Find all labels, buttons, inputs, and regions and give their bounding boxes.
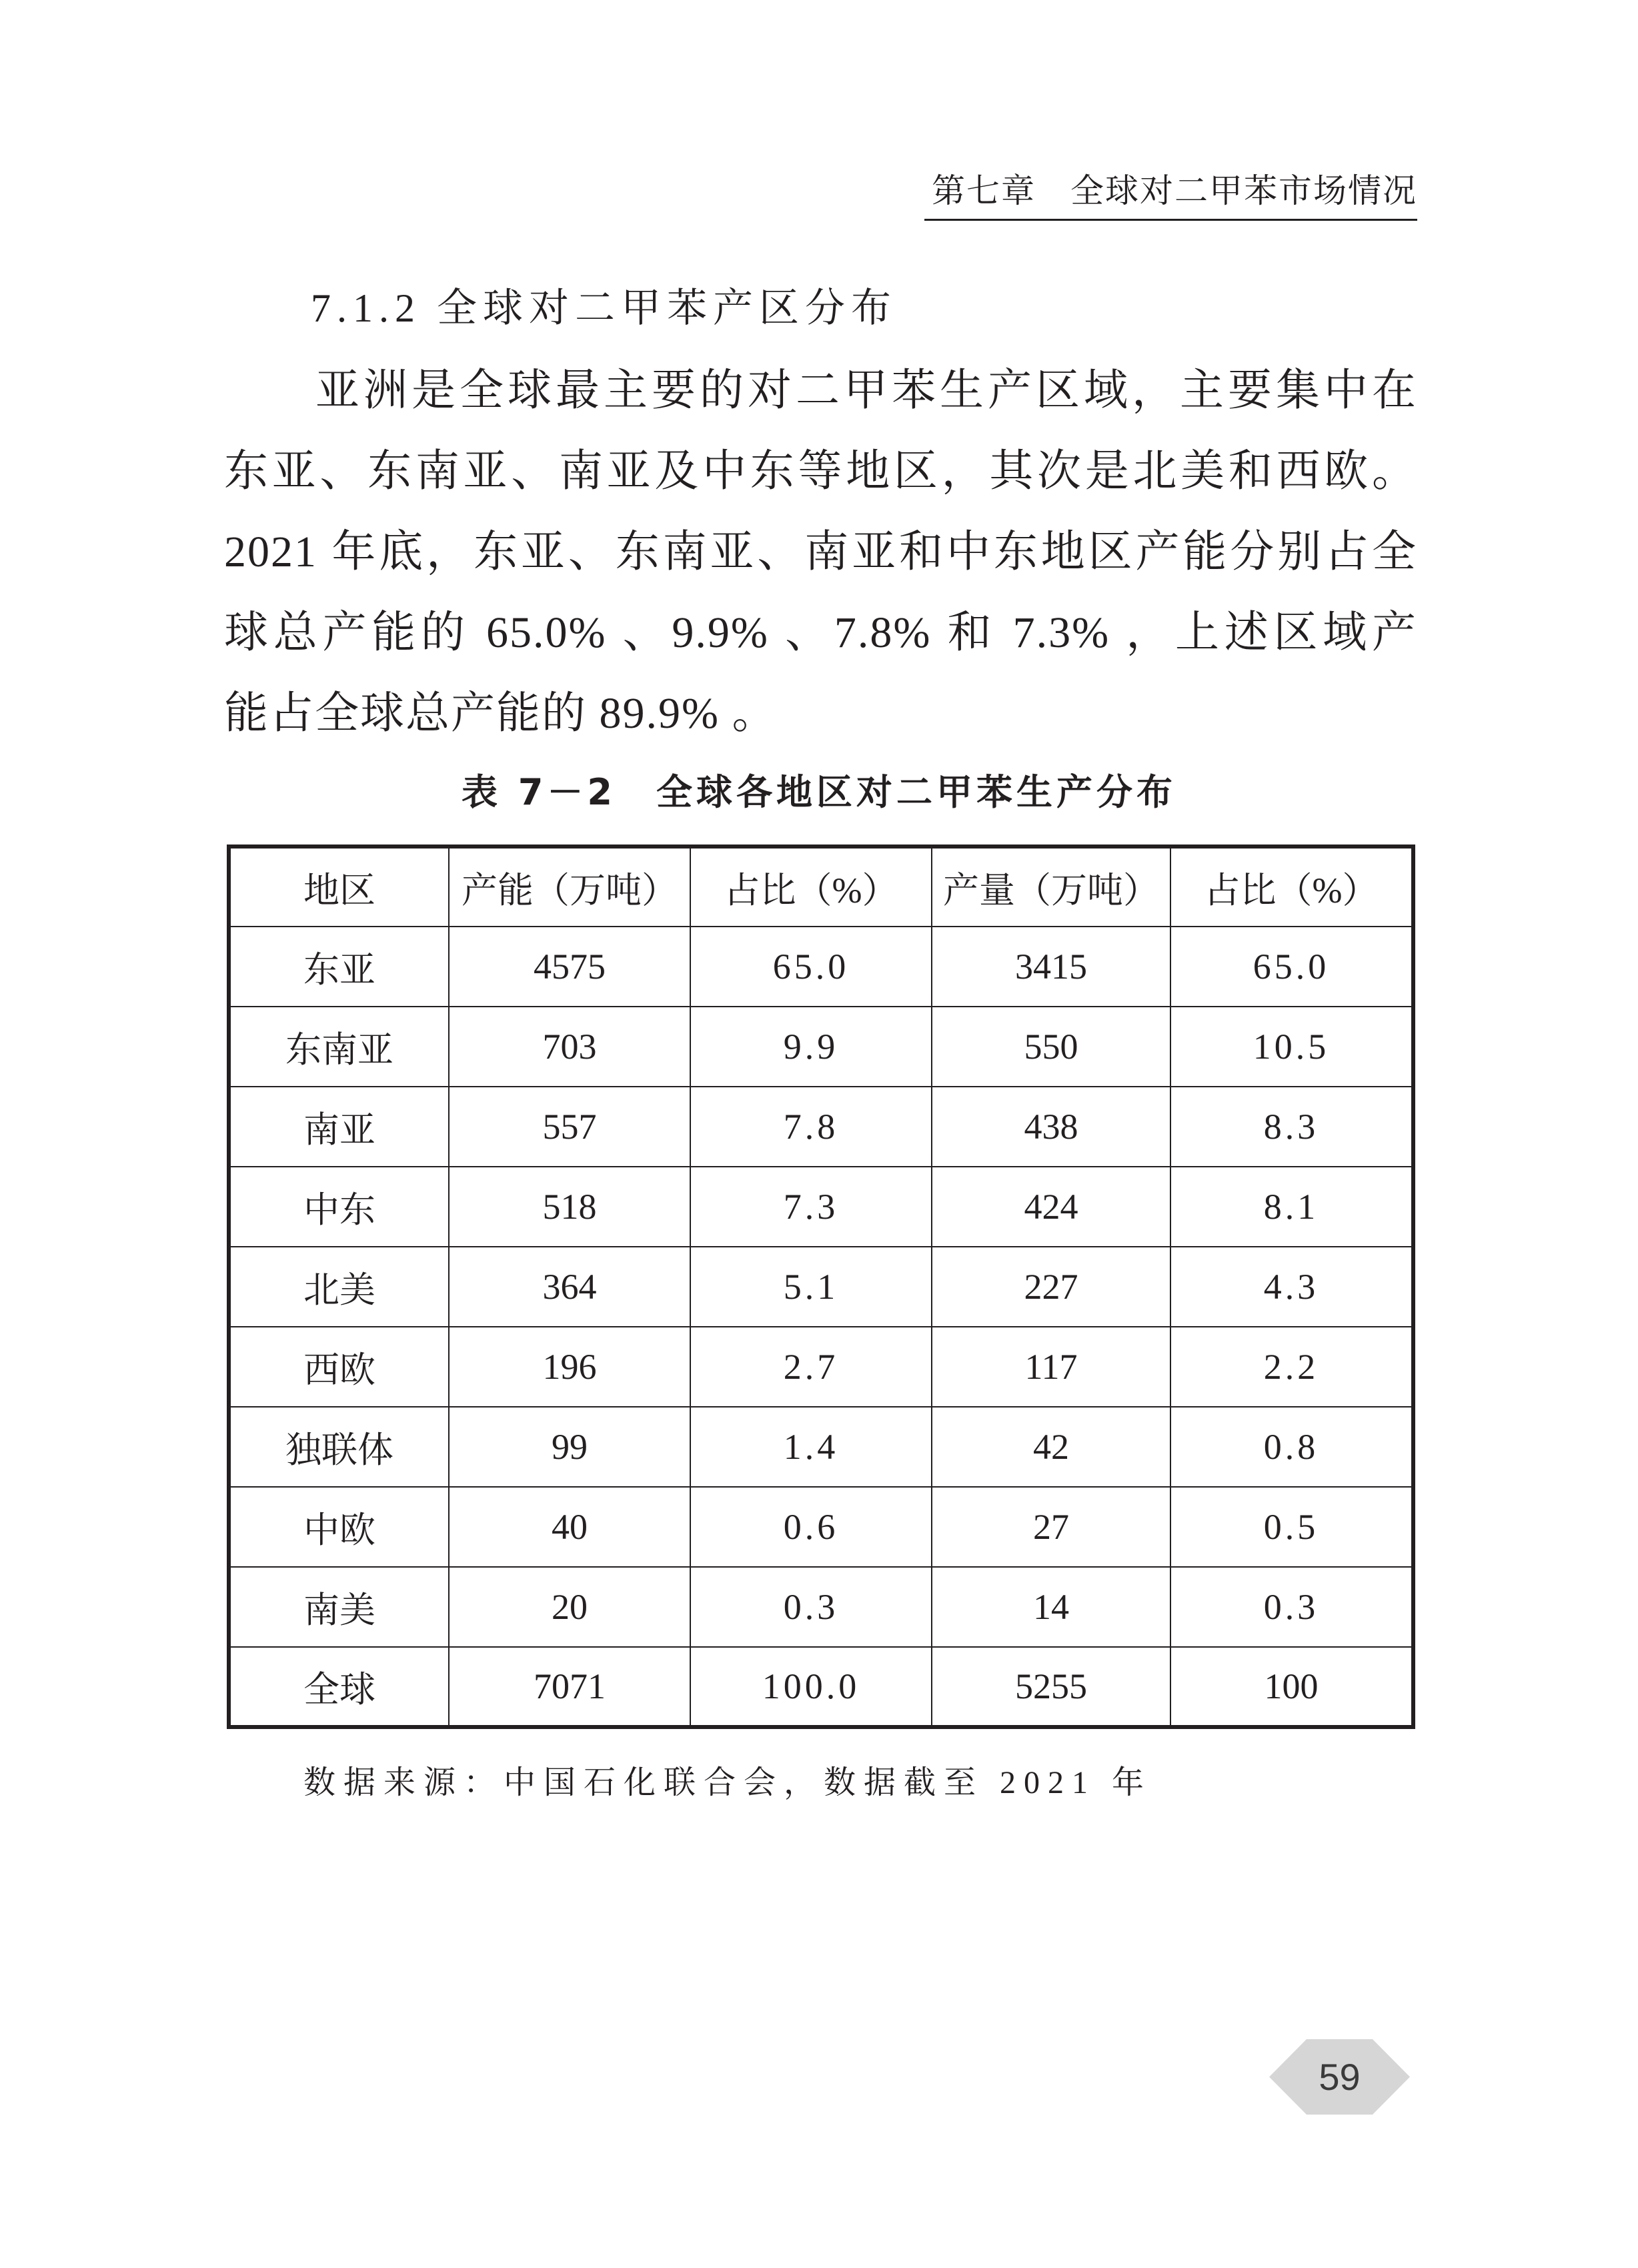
- table-cell-output: 27: [932, 1487, 1170, 1567]
- paragraph-line: 2021 年底，东亚、东南亚、南亚和中东地区产能分别占全: [224, 528, 1417, 576]
- table-caption: 表 7－2 全球各地区对二甲苯生产分布: [462, 771, 1176, 813]
- table-row: [229, 1087, 1413, 1167]
- table-cell-capacity: 99: [449, 1407, 690, 1487]
- table-row: [229, 1407, 1413, 1487]
- table-row: [229, 1567, 1413, 1647]
- table-cell-output-share: 100: [1170, 1647, 1413, 1727]
- paragraph-line: 亚洲是全球最主要的对二甲苯生产区域，主要集中在: [315, 366, 1417, 415]
- table-cell-capacity-share: 0.6: [690, 1487, 932, 1567]
- table-cell-capacity: 703: [449, 1007, 690, 1087]
- table-cell-output-share: 0.8: [1170, 1407, 1413, 1487]
- table-cell-capacity: 20: [449, 1567, 690, 1647]
- table-cell-region: 中欧: [229, 1487, 449, 1567]
- table-row: [229, 927, 1413, 1007]
- table-cell-output-share: 0.3: [1170, 1567, 1413, 1647]
- table-header-output: 产量（万吨）: [932, 846, 1170, 927]
- table-cell-output-share: 10.5: [1170, 1007, 1413, 1087]
- table-header-capacity-share: 占比（%）: [690, 846, 932, 927]
- body-paragraph: [224, 350, 1417, 754]
- table-cell-output-share: 8.3: [1170, 1087, 1413, 1167]
- table-cell-capacity: 364: [449, 1247, 690, 1327]
- table-cell-output: 42: [932, 1407, 1170, 1487]
- table-cell-output: 424: [932, 1167, 1170, 1247]
- table-header-region: 地区: [229, 846, 449, 927]
- table-cell-region: 东南亚: [229, 1007, 449, 1087]
- table-header-capacity: 产能（万吨）: [449, 846, 690, 927]
- table-cell-output: 3415: [932, 927, 1170, 1007]
- table-cell-output-share: 65.0: [1170, 927, 1413, 1007]
- table-source-note: 数据来源：中国石化联合会，数据截至 2021 年: [303, 1765, 1152, 1800]
- table-cell-capacity-share: 65.0: [690, 927, 932, 1007]
- table-cell-region: 独联体: [229, 1407, 449, 1487]
- table-cell-capacity-share: 7.3: [690, 1167, 932, 1247]
- table-cell-capacity-share: 5.1: [690, 1247, 932, 1327]
- table-row: [229, 1487, 1413, 1567]
- table-cell-output: 227: [932, 1247, 1170, 1327]
- table-header-output-share: 占比（%）: [1170, 846, 1413, 927]
- table-cell-capacity-share: 100.0: [690, 1647, 932, 1727]
- table-cell-capacity-share: 9.9: [690, 1007, 932, 1087]
- page-number-badge: [1269, 2039, 1410, 2115]
- table-header-row: [229, 846, 1413, 927]
- table-cell-output: 550: [932, 1007, 1170, 1087]
- table-cell-output: 14: [932, 1567, 1170, 1647]
- paragraph-line: 东亚、东南亚、南亚及中东等地区，其次是北美和西欧。: [224, 447, 1417, 496]
- table-cell-region: 中东: [229, 1167, 449, 1247]
- table-cell-output-share: 0.5: [1170, 1487, 1413, 1567]
- paragraph-line: 能占全球总产能的 89.9% 。: [224, 689, 778, 738]
- table-cell-capacity: 196: [449, 1327, 690, 1407]
- table-cell-capacity-share: 1.4: [690, 1407, 932, 1487]
- table-cell-region: 东亚: [229, 927, 449, 1007]
- table-cell-capacity-share: 7.8: [690, 1087, 932, 1167]
- table-cell-capacity: 40: [449, 1487, 690, 1567]
- paragraph-line: 球总产能的 65.0% 、9.9% 、7.8% 和 7.3% ，上述区域产: [224, 608, 1417, 657]
- table-cell-output: 5255: [932, 1647, 1170, 1727]
- running-head: 第七章 全球对二甲苯市场情况: [932, 171, 1417, 210]
- table-cell-region: 北美: [229, 1247, 449, 1327]
- table-row: [229, 1167, 1413, 1247]
- table-cell-region: 全球: [229, 1647, 449, 1727]
- table-row: [229, 1007, 1413, 1087]
- table-cell-capacity: 518: [449, 1167, 690, 1247]
- table-cell-output-share: 8.1: [1170, 1167, 1413, 1247]
- table-cell-capacity: 4575: [449, 927, 690, 1007]
- table-cell-region: 南美: [229, 1567, 449, 1647]
- table-cell-capacity: 7071: [449, 1647, 690, 1727]
- table-cell-capacity-share: 0.3: [690, 1567, 932, 1647]
- table-row: [229, 1247, 1413, 1327]
- production-distribution-table: [227, 844, 1415, 1729]
- table-cell-output-share: 4.3: [1170, 1247, 1413, 1327]
- table-row: [229, 1327, 1413, 1407]
- table-cell-capacity-share: 2.7: [690, 1327, 932, 1407]
- section-heading: 7.1.2 全球对二甲苯产区分布: [311, 286, 897, 330]
- table-cell-region: 南亚: [229, 1087, 449, 1167]
- running-head-rule: [924, 219, 1417, 221]
- table-cell-output: 438: [932, 1087, 1170, 1167]
- table-cell-region: 西欧: [229, 1327, 449, 1407]
- page-number: 59: [1319, 2056, 1361, 2098]
- table-cell-output: 117: [932, 1327, 1170, 1407]
- table-cell-output-share: 2.2: [1170, 1327, 1413, 1407]
- table-cell-capacity: 557: [449, 1087, 690, 1167]
- table-row-total: [229, 1647, 1413, 1727]
